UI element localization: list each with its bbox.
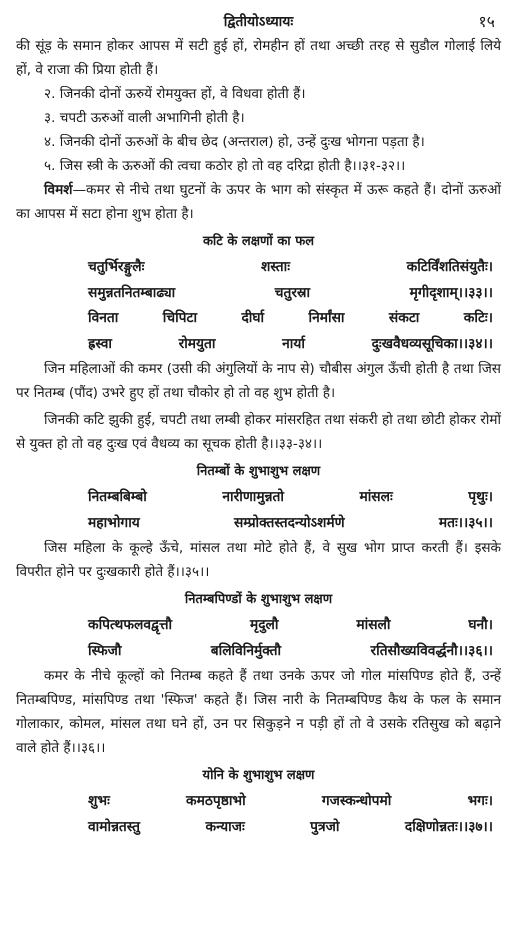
verse-word: पुत्रजो [310, 818, 340, 835]
verse-line [88, 485, 493, 511]
commentary-paragraph: जिन महिलाओं की कमर (उसी की अंगुलियों के नाप से) चौबीस अंगुल ऊँची होती है तथा जिस पर नितम्ब (पौंद) उभरे हुए हों तथा चौकोर हो तो वह शुभ होती है। [16, 361, 501, 401]
list-item: ४. जिनकी दोनों ऊरुओं के बीच छेद (अन्तराल) हो, उन्हें दुःख भोगना पड़ता है। [44, 134, 425, 150]
verse-block [16, 613, 501, 664]
commentary-paragraph: कमर के नीचे कूल्हों को नितम्ब कहते हैं तथा उनके ऊपर जो गोल मांसपिण्ड होते हैं, उन्हें नितम्बपिण्ड, मांसपिण्ड तथा 'स्फिज' कहते हैं। जिस नारी के नितम्बपिण्ड कैथ के फल के समान गोलाकार, कोमल, मांसल तथा घने हों, उन पर सिकुड़ने न पड़ी हों तो वे उसके रतिसुख को बढ़ाने वाले होते हैं।।३६।। [16, 668, 501, 756]
verse-word: रोमयुता [178, 335, 216, 352]
verse-word: नारीणामुन्नतो [222, 489, 284, 505]
section-heading: नितम्बपिण्डों के शुभाशुभ लक्षण [184, 592, 333, 607]
verse-line [88, 332, 493, 358]
list-item: ३. चपटी ऊरुओं वाली अभागिनी होती है। [44, 110, 245, 126]
list-item: ५. जिस स्त्री के ऊरुओं की त्वचा कठोर हो तो वह दरिद्रा होती है।।३१-३२।। [44, 158, 406, 174]
section-heading: नितम्बों के शुभाशुभ लक्षण [196, 464, 321, 479]
verse-word: पृथुः। [468, 489, 493, 505]
verse-word: दक्षिणोन्नतः।।३७।। [404, 818, 493, 835]
verse-word: शस्ताः [261, 259, 290, 275]
verse-word: समुन्नतनितम्बाढ्या [88, 284, 176, 301]
verse-word: मांसलः [359, 489, 393, 505]
verse-line [88, 306, 493, 332]
verse-word: चतुर्भिरङ्गुलैः [88, 259, 145, 275]
page-number: १५ [478, 12, 495, 31]
verse-word: बलिविनिर्मुक्तौ [210, 642, 282, 659]
vimarsh-text: —कमर से नीचे तथा घुटनों के ऊपर के भाग को संस्कृत में ऊरू कहते हैं। दोनों ऊरुओं का आपस में सटा होना शुभ होता है। [16, 182, 501, 222]
verse-word: मांसलौ [356, 617, 391, 633]
verse-line [88, 511, 493, 537]
verse-line [88, 281, 493, 307]
verse-word: स्फिजौ [88, 642, 122, 659]
verse-word: घनौ। [468, 617, 493, 633]
commentary-paragraph: जिनकी कटि झुकी हुई, चपटी तथा लम्बी होकर मांसरहित तथा संकरी हो तथा छोटी होकर रोमों से युक्त हो तो वह दुःख एवं वैधव्य का सूचक होती है।।३३-३४।। [16, 412, 501, 452]
verse-word: मृदुलौ [249, 617, 279, 633]
verse-word: कपित्थफलवद्वृत्तौ [88, 617, 173, 633]
verse-word: ह्रस्वा [88, 335, 112, 352]
verse-block [16, 789, 501, 840]
verse-word: कटिः। [463, 310, 493, 326]
verse-line [88, 255, 493, 281]
verse-word: चतुरस्रा [274, 284, 311, 301]
verse-word: मतः।।३५।। [438, 514, 493, 531]
verse-word: रतिसौख्यविवर्द्धनौ।।३६।। [370, 642, 493, 659]
vimarsh-paragraph [16, 178, 501, 226]
verse-word: मृगीदृशाम्।।३३।। [409, 284, 493, 301]
verse-word: चिपिटा [162, 310, 198, 326]
verse-word: कमठपृष्ठाभो [186, 793, 246, 809]
vimarsh-term: विमर्श [44, 182, 73, 198]
verse-block [16, 485, 501, 536]
running-header [16, 8, 501, 34]
verse-word: नार्या [282, 335, 305, 352]
list-item: २. जिनकी दोनों ऊरुयें रोमयुक्त हों, वे विधवा होती हैं। [44, 86, 306, 102]
verse-line [88, 789, 493, 815]
section-heading: योनि के शुभाशुभ लक्षण [202, 768, 315, 783]
verse-line [88, 613, 493, 639]
section-heading: कटि के लक्षणों का फल [202, 234, 315, 249]
verse-word: शुभः [88, 793, 110, 809]
commentary-paragraph: जिस महिला के कूल्हे ऊँचे, मांसल तथा मोटे होते हैं, वे सुख भोग प्राप्त करती हैं। इसके विपरीत होने पर दुःखकारी होते हैं।।३५।। [16, 540, 501, 580]
verse-word: भगः। [467, 793, 493, 809]
verse-word: दीर्घा [241, 310, 265, 326]
verse-word: दुःखवैधव्यसूचिका।।३४।। [371, 335, 493, 352]
verse-line [88, 639, 493, 665]
verse-word: कटिर्विंशतिसंयुतैः। [406, 259, 493, 275]
verse-word: वामोन्नतस्तु [88, 818, 141, 835]
intro-paragraph: की सूंड़ के समान होकर आपस में सटी हुई हों, रोमहीन हों तथा अच्छी तरह से सुडौल गोलाई लिये हों, वे राजा की प्रिया होती हैं। [16, 38, 501, 78]
verse-word: सम्प्रोक्तस्तदन्योऽशर्मणे [233, 514, 345, 531]
verse-block [16, 255, 501, 357]
verse-word: विनता [88, 310, 119, 326]
verse-word: गजस्कन्धोपमो [321, 793, 392, 809]
verse-word: निर्मांसा [308, 310, 345, 326]
verse-word: कन्याजः [205, 818, 245, 835]
verse-word: संकटा [388, 310, 420, 326]
verse-word: महाभोगाय [88, 514, 140, 531]
verse-word: नितम्बबिम्बो [88, 489, 147, 505]
chapter-title: द्वितीयोऽध्यायः [223, 14, 294, 30]
verse-line [88, 815, 493, 841]
